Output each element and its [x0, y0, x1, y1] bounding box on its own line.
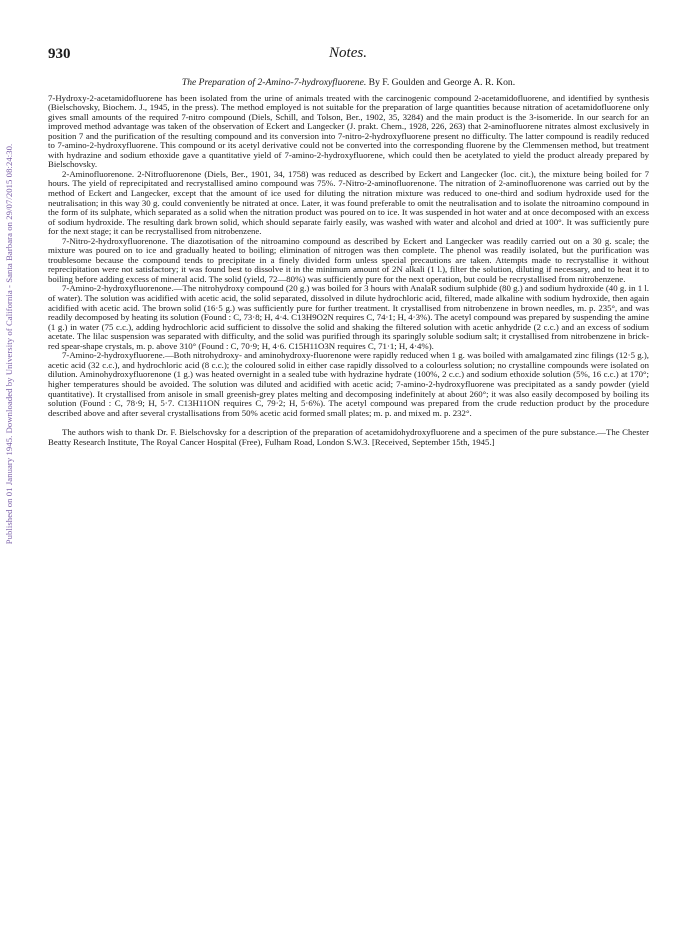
paragraph-aminofluorenone: 2-Aminofluorenone. 2-Nitrofluorenone (Diels, Ber., 1901, 34, 1758) was reduced as described by Eckert and Langecker (loc. cit.), the mixture being boiled for 7 hours. The yield of reprecipitated and recrystallised amino compound was 75%. 7-Nitro-2-aminofluorenone. The nitration of 2-aminofluorenone was carried out by the method of Eckert and Langecker, except that the amount of ice used for diluting the nitration mixture was reduced to one-third and sodium hydroxide used for the neutralisation; in this way 30 g. could conveniently be nitrated at once. Later, it was found preferable to omit the neutralisation and to isolate the nitroamino compound in the form of its sulphate, which separated as a solid when the nitration product was poured on to ice. It was suspended in hot water and at once decomposed with an excess of sodium hydroxide. The resulting dark brown solid, which should separate fairly easily, was washed with water and alcohol and dried at 100°. It was sufficiently pure for the next stage; it can be recrystallised from nitrobenzene.	[48, 168, 649, 237]
paragraph-amino-hydroxyfluorene: 7-Amino-2-hydroxyfluorene.—Both nitrohydroxy- and aminohydroxy-fluorenone were rapidly reduced when 1 g. was boiled with amalgamated zinc filings (12·5 g.), acetic acid (32 c.c.), and hydrochloric acid (8 c.c.); the coloured solid in either case rapidly dissolved to a colourless solution; no crystalline compounds were isolated on dilution. Aminohydroxyfluorenone (1 g.) was heated overnight in a sealed tube with hydrazine hydrate (100%, 2 c.c.) and sodium ethoxide solution (5%, 16 c.c.) at 170°; higher temperatures should be avoided. The solution was diluted and acidified with acetic acid; 7-amino-2-hydroxyfluorene was precipitated as a sandy powder (yield quantitative). It crystallised from anisole in small greenish-grey plates melting and decomposing indefinitely at about 260°; it was also easily decomposed by boiling its solution (Found : C, 78·9; H, 5·7. C13H11ON requires C, 79·2; H, 5·6%). The acetyl compound was prepared from the crude reduction product by the procedure described above and after several crystallisations from 50% acetic acid formed small plates; m. p. and mixed m. p. 232°.	[48, 350, 649, 418]
page-header	[48, 46, 648, 64]
article-title-text: The Preparation of 2-Amino-7-hydroxyfluorene.	[181, 77, 367, 88]
article-body	[48, 78, 649, 447]
paragraph-intro: 7-Hydroxy-2-acetamidofluorene has been isolated from the urine of animals treated with the carcinogenic compound 2-acetamidofluorene, and identified by synthesis (Bielschovsky, Biochem. J., 1945, in the press). The method employed is not suitable for the preparation of large quantities because nitration of acetamidofluorene only gives small amounts of the required 7-nitro compound (Diels, Schill, and Tolson, Ber., 1902, 35, 3284) and the main product is the 3-isomeride. In our search for an improved method advantage was taken of the observation of Eckert and Langecker (J. prakt. Chem., 1928, 226, 263) that 2-aminofluorene nitrates almost exclusively in position 7 and the purification of the resulting compound and its conversion into 7-nitro-2-hydroxyfluorene present no difficulty. The latter compound is readily reduced to 7-amino-2-hydroxyfluorene. This compound or its acetyl derivative could not be converted into the corresponding fluorene by the Clemmensen method, but treatment with hydrazine and sodium ethoxide gave a quantitative yield of 7-amino-2-hydroxyfluorene, which could then be acetylated to yield the product already prepared by Bielschovsky.	[48, 92, 649, 170]
download-watermark-text: Published on 01 January 1945. Downloaded by University of California - Santa Barbara on 29/07/2015 08:24:30.	[4, 143, 14, 545]
paragraph-amino-hydroxyfluorenone: 7-Amino-2-hydroxyfluorenone.—The nitrohydroxy compound (20 g.) was boiled for 3 hours with AnalaR sodium sulphide (80 g.) and sodium hydroxide (40 g. in 1 l. of water). The solution was acidified with acetic acid, the solid separated, dissolved in dilute hydrochloric acid, filtered, made alkaline with sodium hydroxide, then again acidified with acetic acid. The brown solid (16·5 g.) was sufficiently pure for further treatment. It crystallised from nitrobenzene in brown needles, m. p. 235°, and was readily decomposed by heating its solution (Found : C, 73·8; H, 4·4. C13H9O2N requires C, 74·1; H, 4·3%). The acetyl compound was prepared by suspending the amine (1 g.) in water (75 c.c.), adding hydrochloric acid sufficient to dissolve the solid and shaking the filtered solution with acetic anhydride (2 c.c.) and an excess of sodium acetate. The lilac suspension was separated with difficulty, and the solid was purified through its sparingly soluble sodium salt; it crystallised from nitrobenzene in brick-red spear-shape crystals, m. p. above 310° (Found : C, 70·9; H, 4·6. C15H11O3N requires C, 71·1; H, 4·4%).	[48, 283, 649, 351]
article-authors: By F. Goulden and George A. R. Kon.	[368, 77, 516, 88]
acknowledgement: The authors wish to thank Dr. F. Bielschovsky for a description of the preparation of acetamidohydroxyfluorene and a specimen of the pure substance.—The Chester Beatty Research Institute, The Royal Cancer Hospital (Free), Fulham Road, London S.W.3. [Received, September 15th, 1945.]	[48, 427, 649, 447]
download-watermark	[2, 96, 16, 592]
paragraph-nitro-hydroxyfluorenone: 7-Nitro-2-hydroxyfluorenone. The diazotisation of the nitroamino compound as described by Eckert and Langecker was readily carried out on a 30 g. scale; the mixture was poured on to ice and gradually heated to boiling; elimination of nitrogen was then complete. The phenol was readily isolated, but the purification was troublesome because the compound tends to precipitate in a finely divided form unless special precautions are taken. Attempts made to recrystallise it without reprecipitation were not satisfactory; it was found best to dissolve it in the minimum amount of 2N alkali (1 l.), filter the solution, diluting if necessary, and to heat it to boiling before adding excess of mineral acid. The solid (yield, 72—80%) was sufficiently pure for the next operation, but could be recrystallised from nitrobenzene.	[48, 235, 649, 284]
article-title	[48, 78, 649, 88]
page-number: 930	[48, 46, 71, 62]
running-head: Notes.	[329, 45, 367, 61]
